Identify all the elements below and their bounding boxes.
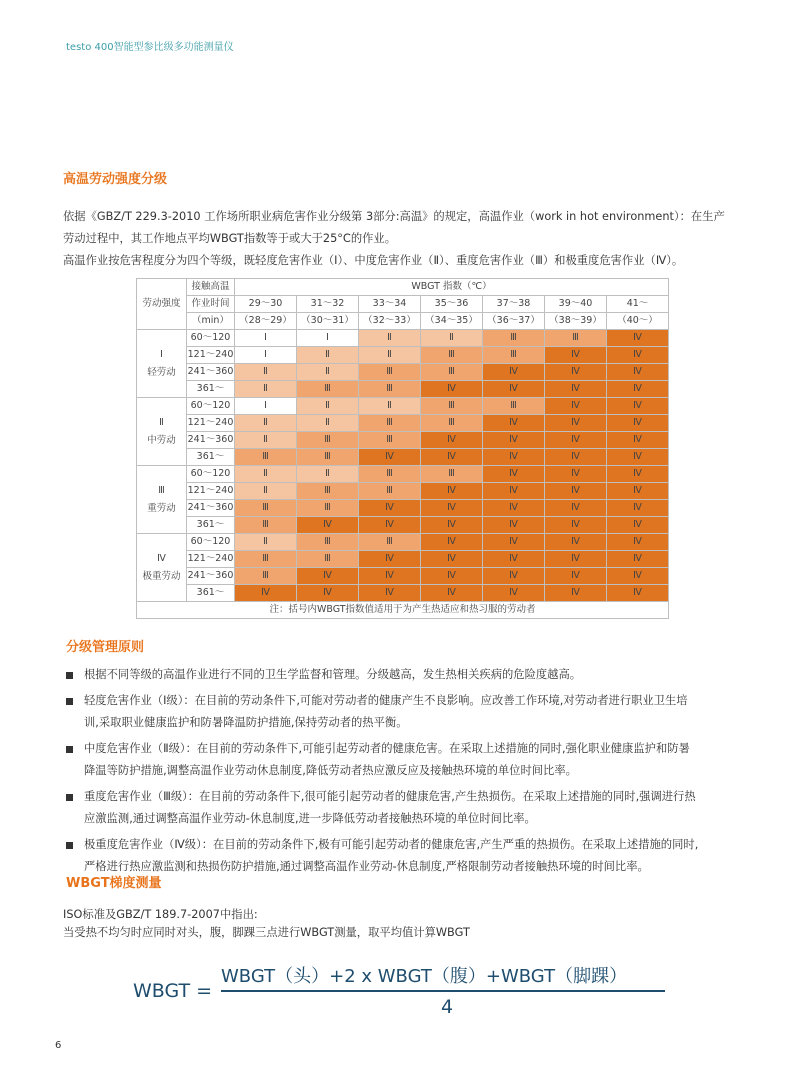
- header-range-acclimatized: （34～35）: [421, 313, 483, 330]
- hazard-level-cell: Ⅳ: [421, 534, 483, 551]
- page-header: testo 400智能型参比级多功能测量仪: [66, 42, 234, 53]
- header-range-acclimatized: （28～29）: [235, 313, 297, 330]
- hazard-level-cell: Ⅱ: [297, 398, 359, 415]
- hazard-level-cell: Ⅳ: [421, 449, 483, 466]
- exposure-time-cell: 361～: [187, 449, 235, 466]
- formula-lhs: WBGT =: [133, 980, 213, 1002]
- hazard-level-cell: Ⅳ: [607, 381, 669, 398]
- hazard-level-cell: Ⅳ: [545, 551, 607, 568]
- header-exposure-time-2: 作业时间: [187, 296, 235, 313]
- hazard-level-cell: Ⅲ: [421, 347, 483, 364]
- hazard-level-cell: Ⅱ: [235, 364, 297, 381]
- hazard-level-cell: Ⅳ: [545, 483, 607, 500]
- table-row: [137, 398, 669, 415]
- hazard-level-cell: Ⅳ: [359, 551, 421, 568]
- exposure-time-cell: 241～360: [187, 500, 235, 517]
- wbgt-line-1: ISO标准及GBZ/T 189.7-2007中指出:: [63, 908, 258, 921]
- hazard-level-cell: Ⅱ: [297, 415, 359, 432]
- hazard-level-cell: Ⅳ: [359, 517, 421, 534]
- hazard-level-cell: Ⅳ: [421, 432, 483, 449]
- table-row: [137, 500, 669, 517]
- table-row: [137, 466, 669, 483]
- section-title-heat-grading: 高温劳动强度分级: [63, 172, 168, 187]
- header-labor-intensity: 劳动强度: [137, 279, 187, 330]
- hazard-level-cell: Ⅰ: [235, 330, 297, 347]
- exposure-time-cell: 241～360: [187, 568, 235, 585]
- exposure-time-cell: 361～: [187, 517, 235, 534]
- hazard-level-cell: Ⅳ: [421, 483, 483, 500]
- exposure-time-cell: 121～240: [187, 551, 235, 568]
- list-item-line: 严格进行热应激监测和热损伤防护措施,通过调整高温作业劳动-休息制度,严格限制劳动者接触热环境的时间比率。: [84, 860, 649, 873]
- hazard-level-cell: Ⅳ: [607, 432, 669, 449]
- hazard-level-cell: Ⅳ: [607, 466, 669, 483]
- hazard-level-cell: Ⅳ: [297, 517, 359, 534]
- hazard-level-cell: Ⅳ: [483, 415, 545, 432]
- hazard-level-cell: Ⅲ: [545, 330, 607, 347]
- exposure-time-cell: 361～: [187, 585, 235, 602]
- hazard-level-cell: Ⅳ: [607, 449, 669, 466]
- hazard-level-cell: Ⅳ: [545, 415, 607, 432]
- hazard-level-cell: Ⅲ: [483, 347, 545, 364]
- hazard-level-cell: Ⅲ: [235, 500, 297, 517]
- hazard-level-cell: Ⅳ: [483, 568, 545, 585]
- list-item-line: 应激监测,通过调整高温作业劳动-休息制度,进一步降低劳动者接触热环境的单位时间比率。: [84, 812, 536, 825]
- hazard-level-cell: Ⅳ: [545, 585, 607, 602]
- hazard-level-cell: Ⅳ: [421, 585, 483, 602]
- list-item-line: 极重度危害作业（Ⅳ级）：在目前的劳动条件下,极有可能引起劳动者的健康危害,产生严重的热损伤。在采取上述措施的同时,: [84, 838, 699, 851]
- hazard-level-cell: Ⅱ: [235, 466, 297, 483]
- list-item-line: 训,采取职业健康监护和防暑降温防护措施,保持劳动者的热平衡。: [84, 716, 408, 729]
- list-item: [66, 786, 746, 830]
- hazard-level-cell: Ⅲ: [297, 483, 359, 500]
- header-wbgt-index: WBGT 指数（℃）: [235, 279, 669, 296]
- hazard-level-cell: Ⅰ: [297, 330, 359, 347]
- header-range: 37～38: [483, 296, 545, 313]
- table-row: [137, 534, 669, 551]
- list-item-line: 中度危害作业（Ⅱ级）：在目前的劳动条件下,可能引起劳动者的健康危害。在采取上述措施的同时,强化职业健康监护和防暑: [84, 742, 690, 755]
- table-row: [137, 585, 669, 602]
- table-row: [137, 517, 669, 534]
- hazard-level-cell: Ⅳ: [607, 585, 669, 602]
- list-item: [66, 690, 746, 734]
- bullet-square-icon: [66, 746, 73, 753]
- table-row: [137, 330, 669, 347]
- hazard-level-cell: Ⅳ: [483, 500, 545, 517]
- hazard-level-cell: Ⅲ: [421, 364, 483, 381]
- header-range-acclimatized: （32～33）: [359, 313, 421, 330]
- section-title-wbgt: WBGT梯度测量: [66, 876, 162, 891]
- hazard-level-cell: Ⅱ: [235, 381, 297, 398]
- hazard-level-cell: Ⅲ: [483, 398, 545, 415]
- hazard-level-cell: Ⅲ: [421, 415, 483, 432]
- table-row: [137, 364, 669, 381]
- list-item: [66, 664, 746, 686]
- table-row: [137, 483, 669, 500]
- hazard-level-cell: Ⅱ: [421, 330, 483, 347]
- header-range: 39～40: [545, 296, 607, 313]
- exposure-time-cell: 241～360: [187, 432, 235, 449]
- hazard-level-cell: Ⅱ: [359, 347, 421, 364]
- hazard-level-cell: Ⅰ: [235, 347, 297, 364]
- exposure-time-cell: 361～: [187, 381, 235, 398]
- labor-group-numeral: Ⅳ: [157, 552, 166, 564]
- labor-group-label: [137, 466, 187, 534]
- hazard-level-cell: Ⅳ: [607, 347, 669, 364]
- hazard-level-cell: Ⅳ: [607, 551, 669, 568]
- exposure-time-cell: 121～240: [187, 415, 235, 432]
- header-range: 31～32: [297, 296, 359, 313]
- hazard-level-cell: Ⅳ: [545, 432, 607, 449]
- hazard-level-cell: Ⅲ: [359, 483, 421, 500]
- exposure-time-cell: 121～240: [187, 483, 235, 500]
- header-range-acclimatized: （40～）: [607, 313, 669, 330]
- bullet-square-icon: [66, 794, 73, 801]
- hazard-level-cell: Ⅳ: [421, 500, 483, 517]
- hazard-level-cell: Ⅱ: [235, 534, 297, 551]
- hazard-level-cell: Ⅳ: [607, 568, 669, 585]
- labor-group-label: [137, 398, 187, 466]
- labor-group-numeral: Ⅰ: [160, 348, 163, 360]
- hazard-level-cell: Ⅳ: [483, 517, 545, 534]
- bullet-square-icon: [66, 698, 73, 705]
- hazard-level-cell: Ⅲ: [359, 432, 421, 449]
- page-number: 6: [55, 1040, 62, 1051]
- hazard-level-cell: Ⅲ: [297, 551, 359, 568]
- exposure-time-cell: 60～120: [187, 398, 235, 415]
- exposure-time-cell: 60～120: [187, 330, 235, 347]
- hazard-level-cell: Ⅳ: [483, 551, 545, 568]
- hazard-level-cell: Ⅳ: [421, 517, 483, 534]
- hazard-level-cell: Ⅲ: [235, 517, 297, 534]
- hazard-level-cell: Ⅳ: [483, 449, 545, 466]
- hazard-level-cell: Ⅳ: [545, 517, 607, 534]
- hazard-level-cell: Ⅳ: [607, 398, 669, 415]
- hazard-level-cell: Ⅲ: [359, 415, 421, 432]
- hazard-level-cell: Ⅲ: [483, 330, 545, 347]
- hazard-level-cell: Ⅳ: [483, 432, 545, 449]
- hazard-level-cell: Ⅲ: [297, 449, 359, 466]
- table-note: 注：括号内WBGT指数值适用于为产生热适应和热习服的劳动者: [137, 602, 669, 619]
- hazard-level-cell: Ⅳ: [545, 466, 607, 483]
- header-exposure-time: 接触高温: [187, 279, 235, 296]
- table-row: [137, 551, 669, 568]
- hazard-level-cell: Ⅳ: [483, 585, 545, 602]
- hazard-level-cell: Ⅱ: [359, 398, 421, 415]
- hazard-level-cell: Ⅳ: [607, 534, 669, 551]
- exposure-time-cell: 60～120: [187, 534, 235, 551]
- hazard-level-cell: Ⅳ: [421, 381, 483, 398]
- hazard-level-cell: Ⅳ: [483, 381, 545, 398]
- bullet-square-icon: [66, 672, 73, 679]
- hazard-level-cell: Ⅳ: [607, 517, 669, 534]
- list-item-line: 根据不同等级的高温作业进行不同的卫生学监督和管理。分级越高，发生热相关疾病的危险度越高。: [84, 668, 582, 681]
- list-item-line: 重度危害作业（Ⅲ级）：在目前的劳动条件下,很可能引起劳动者的健康危害,产生热损伤。在采取上述措施的同时,强调进行热: [84, 790, 696, 803]
- hazard-level-cell: Ⅳ: [607, 483, 669, 500]
- hazard-level-cell: Ⅳ: [607, 500, 669, 517]
- hazard-level-cell: Ⅳ: [545, 398, 607, 415]
- bullet-square-icon: [66, 842, 73, 849]
- hazard-level-cell: Ⅲ: [359, 364, 421, 381]
- intro-line-3: 高温作业按危害程度分为四个等级，既轻度危害作业（Ⅰ）、中度危害作业（Ⅱ）、重度危害作业（Ⅲ）和极重度危害作业（Ⅳ）。: [63, 254, 684, 267]
- hazard-level-cell: Ⅲ: [235, 551, 297, 568]
- table-row: [137, 432, 669, 449]
- table-row: [137, 381, 669, 398]
- header-range-acclimatized: （36～37）: [483, 313, 545, 330]
- hazard-level-cell: Ⅲ: [297, 432, 359, 449]
- hazard-level-cell: Ⅳ: [545, 568, 607, 585]
- hazard-level-cell: Ⅲ: [359, 381, 421, 398]
- hazard-level-cell: Ⅲ: [235, 449, 297, 466]
- header-range: 29～30: [235, 296, 297, 313]
- hazard-level-cell: Ⅳ: [235, 585, 297, 602]
- header-range: 41～: [607, 296, 669, 313]
- list-item: [66, 738, 746, 782]
- exposure-time-cell: 241～360: [187, 364, 235, 381]
- hazard-level-cell: Ⅳ: [483, 364, 545, 381]
- labor-group-name: 极重劳动: [142, 570, 181, 582]
- hazard-level-cell: Ⅳ: [359, 568, 421, 585]
- labor-group-numeral: Ⅲ: [158, 484, 165, 496]
- hazard-level-cell: Ⅳ: [483, 483, 545, 500]
- hazard-level-cell: Ⅳ: [359, 449, 421, 466]
- hazard-level-cell: Ⅱ: [297, 364, 359, 381]
- hazard-level-cell: Ⅱ: [297, 466, 359, 483]
- hazard-level-cell: Ⅲ: [297, 534, 359, 551]
- hazard-level-cell: Ⅳ: [545, 534, 607, 551]
- labor-group-name: 中劳动: [147, 434, 176, 446]
- hazard-level-cell: Ⅰ: [235, 398, 297, 415]
- hazard-level-cell: Ⅲ: [359, 466, 421, 483]
- header-exposure-unit: （min）: [187, 313, 235, 330]
- hazard-level-cell: Ⅳ: [607, 415, 669, 432]
- hazard-level-cell: Ⅳ: [545, 347, 607, 364]
- hazard-level-cell: Ⅱ: [235, 483, 297, 500]
- list-item-line: 降温等防护措施,调整高温作业劳动休息制度,降低劳动者热应激反应及接触热环境的单位时间比率。: [84, 764, 577, 777]
- hazard-level-cell: Ⅳ: [359, 585, 421, 602]
- hazard-level-cell: Ⅲ: [235, 568, 297, 585]
- table-row: [137, 415, 669, 432]
- list-item: [66, 834, 746, 878]
- hazard-level-cell: Ⅱ: [297, 347, 359, 364]
- hazard-level-cell: Ⅲ: [297, 381, 359, 398]
- wbgt-line-2: 当受热不均匀时应同时对头，腹，脚踝三点进行WBGT测量，取平均值计算WBGT: [63, 926, 470, 939]
- hazard-level-cell: Ⅳ: [359, 500, 421, 517]
- hazard-level-cell: Ⅳ: [545, 449, 607, 466]
- wbgt-formula: [133, 962, 673, 1022]
- labor-group-label: [137, 330, 187, 398]
- hazard-level-cell: Ⅳ: [483, 466, 545, 483]
- intro-line-1: 依据《GBZ/T 229.3-2010 工作场所职业病危害作业分级第 3部分:高温》的规定，高温作业（work in hot environment）：在生产: [63, 210, 725, 223]
- header-range: 35～36: [421, 296, 483, 313]
- hazard-level-cell: Ⅳ: [297, 585, 359, 602]
- hazard-level-cell: Ⅳ: [297, 568, 359, 585]
- hazard-level-cell: Ⅲ: [421, 466, 483, 483]
- header-range-acclimatized: （30～31）: [297, 313, 359, 330]
- hazard-level-cell: Ⅱ: [359, 330, 421, 347]
- labor-group-name: 重劳动: [147, 502, 176, 514]
- formula-denominator: 4: [441, 996, 454, 1018]
- hazard-level-cell: Ⅳ: [421, 568, 483, 585]
- hazard-level-cell: Ⅲ: [359, 534, 421, 551]
- labor-group-numeral: Ⅱ: [159, 416, 164, 428]
- hazard-level-cell: Ⅲ: [297, 500, 359, 517]
- hazard-level-cell: Ⅱ: [235, 415, 297, 432]
- heat-grading-table: [136, 278, 669, 619]
- table-row: [137, 347, 669, 364]
- hazard-level-cell: Ⅳ: [545, 364, 607, 381]
- hazard-level-cell: Ⅳ: [545, 500, 607, 517]
- exposure-time-cell: 121～240: [187, 347, 235, 364]
- hazard-level-cell: Ⅲ: [421, 398, 483, 415]
- header-range-acclimatized: （38～39）: [545, 313, 607, 330]
- management-list: [66, 664, 746, 882]
- intro-line-2: 劳动过程中，其工作地点平均WBGT指数等于或大于25°C的作业。: [63, 232, 397, 245]
- table-row: [137, 568, 669, 585]
- hazard-level-cell: Ⅳ: [607, 364, 669, 381]
- hazard-level-cell: Ⅳ: [545, 381, 607, 398]
- hazard-level-cell: Ⅱ: [235, 432, 297, 449]
- hazard-level-cell: Ⅳ: [483, 534, 545, 551]
- header-range: 33～34: [359, 296, 421, 313]
- formula-fraction-bar: [221, 990, 665, 992]
- list-item-line: 轻度危害作业（Ⅰ级）：在目前的劳动条件下,可能对劳动者的健康产生不良影响。应改善工作环境,对劳动者进行职业卫生培: [84, 694, 688, 707]
- hazard-level-cell: Ⅳ: [607, 330, 669, 347]
- section-title-management: 分级管理原则: [66, 640, 145, 655]
- exposure-time-cell: 60～120: [187, 466, 235, 483]
- labor-group-label: [137, 534, 187, 602]
- formula-numerator: WBGT（头）+2 x WBGT（腹）+WBGT（脚踝）: [221, 966, 628, 987]
- hazard-level-cell: Ⅳ: [421, 551, 483, 568]
- table-row: [137, 449, 669, 466]
- labor-group-name: 轻劳动: [147, 366, 176, 378]
